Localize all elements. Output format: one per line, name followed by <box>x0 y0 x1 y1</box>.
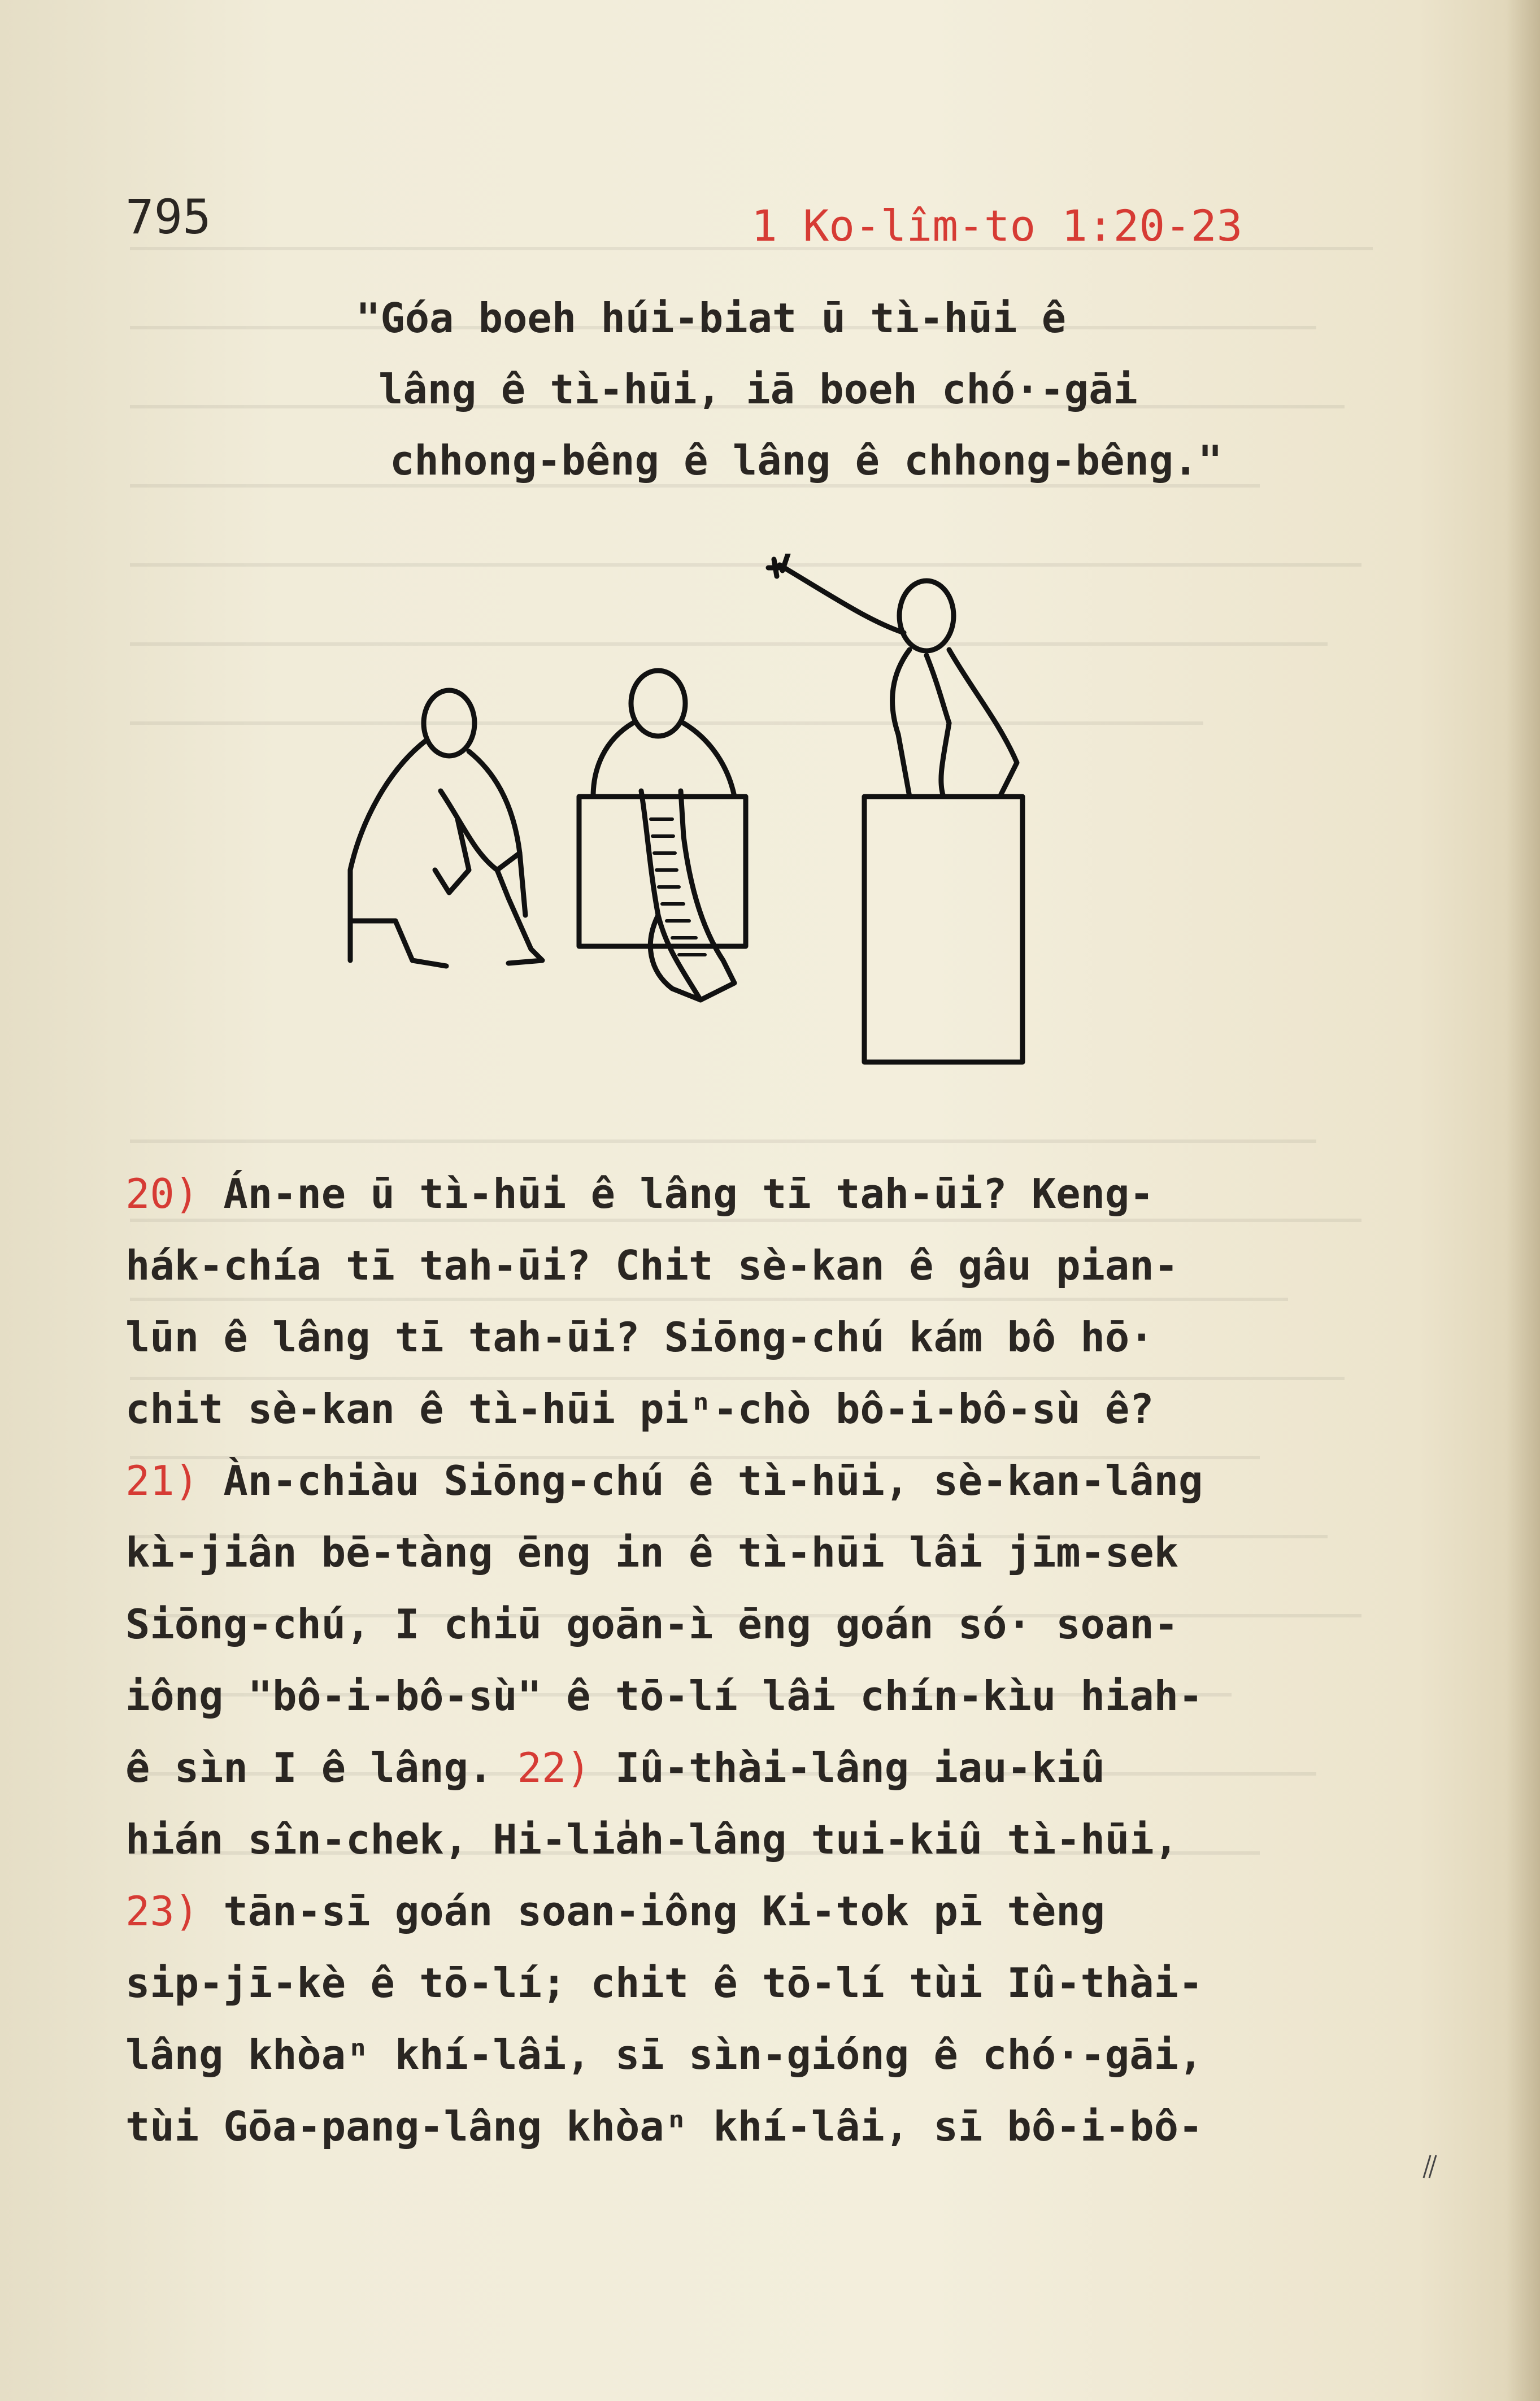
text-line: 23) tān-sī goán soan-iông Ki-tok pī tèng <box>125 1887 1105 1935</box>
text-line: iông "bô-i-bô-sù" ê tō-lí lâi chín-kìu hiah- <box>125 1672 1203 1720</box>
page-number: 795 <box>125 189 211 245</box>
text-line: lūn ê lâng tī tah-ūi? Siōng-chú kám bô hō· <box>125 1313 1154 1361</box>
text-line: 20) Án-ne ū tì-hūi ê lâng tī tah-ūi? Keng- <box>125 1170 1154 1217</box>
seated-figure-drawing <box>350 690 542 966</box>
text-line: 21) Àn-chiàu Siōng-chú ê tì-hūi, sè-kan-lâng <box>125 1457 1203 1504</box>
text-line: sip-jī-kè ê tō-lí; chit ê tō-lí tùi Iû-thài- <box>125 1959 1203 2007</box>
orator-figure-drawing <box>768 554 1023 1062</box>
scripture-text <box>125 1158 1447 2163</box>
verse-number-20: 20) <box>125 1170 199 1217</box>
illustration-caption-quote <box>141 282 1441 496</box>
page-edge-shadow <box>1506 0 1540 2401</box>
text-line: lâng khòaⁿ khí-lâi, sī sìn-gióng ê chó·-gāi, <box>125 2031 1203 2078</box>
text-line: hián sîn-chek, Hi-lia̍h-lâng tui-kiû tì-hūi, <box>125 1816 1178 1863</box>
quote-line: "Góa boeh húi-biat ū tì-hūi ê <box>356 294 1067 342</box>
scroll-text-marks <box>651 819 705 955</box>
quote-line: chhong-bêng ê lâng ê chhong-bêng." <box>390 437 1223 484</box>
verse-number-22: 22) <box>517 1744 591 1791</box>
text-line: tùi Gōa-pang-lâng khòaⁿ khí-lâi, sī bô-i-bô- <box>125 2103 1203 2150</box>
text-line: chit sè-kan ê tì-hūi piⁿ-chò bô-i-bô-sù ê? <box>125 1385 1154 1433</box>
quote-line: lâng ê tì-hūi, iā boeh chó·-gāi <box>379 366 1138 413</box>
chapter-reference: 1 Ko-lîm-to 1:20-23 <box>751 201 1243 251</box>
text-line: ê sìn I ê lâng. 22) Iû-thài-lâng iau-kiû <box>125 1744 1105 1791</box>
text-line: Siōng-chú, I chiū goān-ì ēng goán só· soan- <box>125 1600 1178 1648</box>
text-line: hák-chía tī tah-ūi? Chit sè-kan ê gâu pian- <box>125 1242 1178 1289</box>
verse-number-23: 23) <box>125 1887 199 1935</box>
pencil-margin-mark <box>1418 2152 1441 2181</box>
text-line: kì-jiân bē-tàng ēng in ê tì-hūi lâi jīm-sek <box>125 1529 1178 1576</box>
line-drawing-illustration <box>328 554 1062 1085</box>
verse-number-21: 21) <box>125 1457 199 1504</box>
